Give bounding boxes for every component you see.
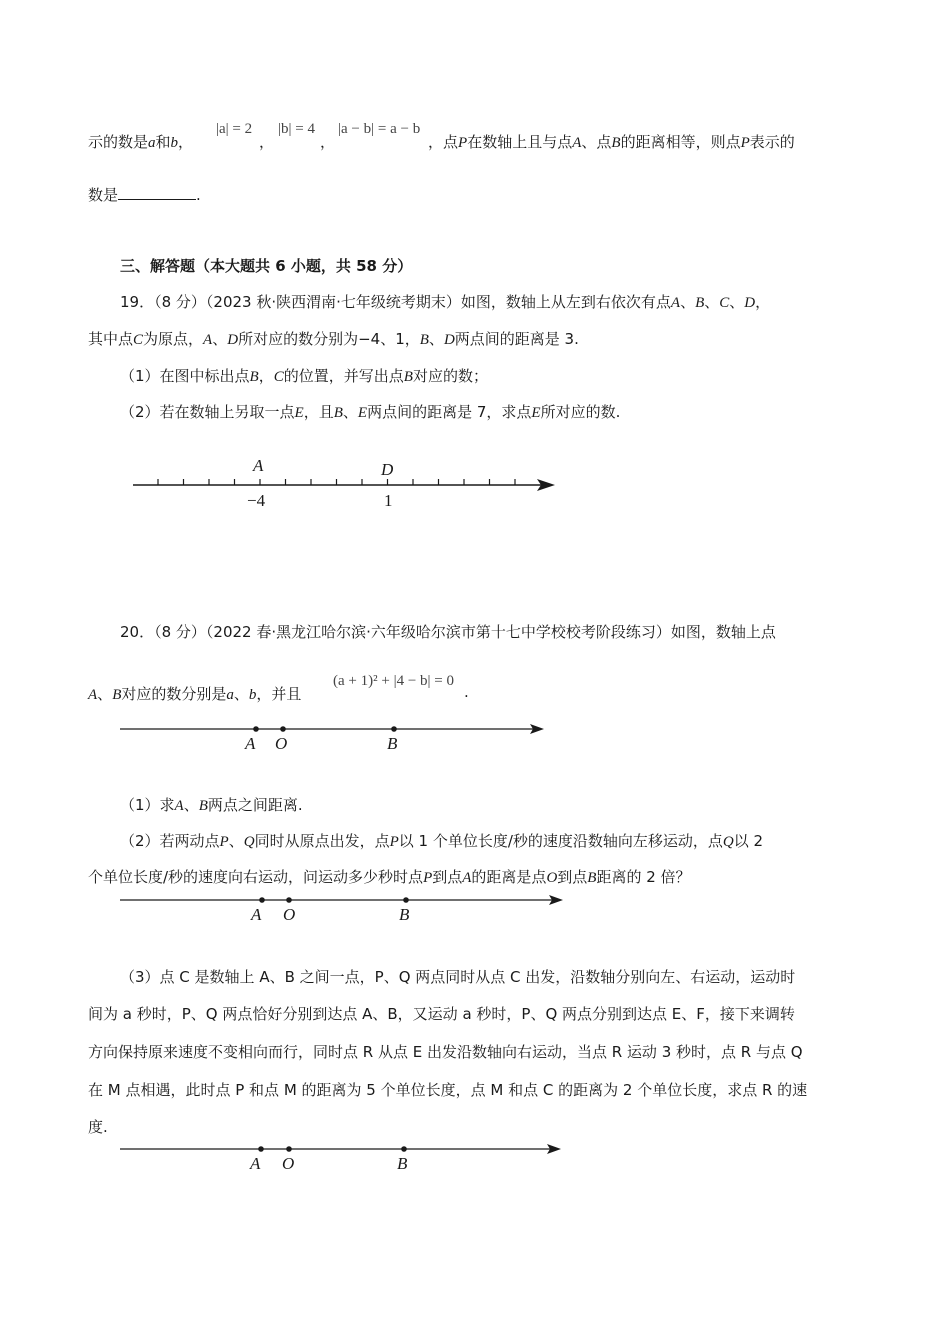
section-title: 三、解答题（本大题共 6 小题，共 58 分）: [120, 257, 413, 275]
formula-abs-b: |b| = 4: [278, 121, 315, 137]
comma-2: ，: [320, 133, 336, 151]
q20-sub3-line1: （3）点 C 是数轴上 A、B 之间一点，P、Q 两点同时从点 C 出发，沿数轴分别向左、右运动，运动时: [120, 968, 796, 986]
number-minus4: −4: [247, 491, 266, 510]
q20-sub2-line2: 个单位长度/秒的速度向右运动，问运动多少秒时点P到点A的距离是点O到点B距离的 2 倍？: [88, 868, 691, 886]
q18-line2: 数是 .: [88, 186, 201, 204]
label-A: A: [253, 456, 264, 475]
label-B: B: [399, 905, 410, 924]
q20-sub1: （1）求A、B两点之间距离.: [120, 796, 303, 814]
point-O: [286, 1146, 292, 1152]
number-1: 1: [384, 491, 393, 510]
q19-sub1: （1）在图中标出点B，C的位置，并写出点B对应的数；: [120, 367, 488, 385]
q19-line2: 其中点C为原点，A、D所对应的数分别为−4、1，B、D两点间的距离是 3.: [88, 330, 579, 348]
q20-sub2-line1: （2）若两动点P、Q同时从原点出发，点P以 1 个单位长度/秒的速度沿数轴向左移运动，点Q以 2: [120, 832, 764, 850]
label-O: O: [282, 1154, 295, 1173]
formula-abs-a: |a| = 2: [216, 121, 253, 137]
q18-line1: 示的数是a和b，: [88, 133, 194, 151]
q20-sub3-line4: 在 M 点相遇，此时点 P 和点 M 的距离为 5 个单位长度，点 M 和点 C 的距离为 2 个单位长度，求点 R 的速: [88, 1081, 808, 1099]
label-A: A: [251, 905, 262, 924]
label-B: B: [397, 1154, 408, 1173]
label-O: O: [283, 905, 296, 924]
q20-line2: A、B对应的数分别是a、b，并且: [88, 685, 302, 703]
q19-sub2: （2）若在数轴上另取一点E，且B、E两点间的距离是 7，求点E所对应的数.: [120, 403, 621, 421]
q20-sub3-line5: 度.: [88, 1118, 108, 1136]
q19-head: 19．（8 分）（2023 秋·陕西渭南·七年级统考期末）如图，数轴上从左到右依次有点A、B、C、D，: [120, 293, 771, 311]
label-B: B: [387, 734, 398, 753]
q20-sub3-line3: 方向保持原来速度不变相向而行，同时点 R 从点 E 出发沿数轴向右运动，当点 R 运动 3 秒时，点 R 与点 Q: [88, 1043, 803, 1061]
label-D: D: [381, 460, 394, 479]
point-B: [401, 1146, 407, 1152]
point-A: [258, 1146, 264, 1152]
period: .: [464, 683, 469, 701]
formula-condition: (a + 1)² + |4 − b| = 0: [333, 673, 454, 689]
q18-line1-rest: ，点P在数轴上且与点A、点B的距离相等，则点P表示的: [428, 133, 795, 151]
label-A: A: [245, 734, 256, 753]
q20-line1: 20．（8 分）（2022 春·黑龙江哈尔滨·六年级哈尔滨市第十七中学校校考阶段练习）如图，数轴上点: [120, 623, 776, 641]
comma-1: ，: [259, 133, 275, 151]
label-O: O: [275, 734, 288, 753]
q20-sub3-line2: 间为 a 秒时，P、Q 两点恰好分别到达点 A、B，又运动 a 秒时，P、Q 两点分别到达点 E、F，接下来调转: [88, 1005, 795, 1023]
label-A: A: [250, 1154, 261, 1173]
formula-abs-diff: |a − b| = a − b: [338, 121, 421, 137]
